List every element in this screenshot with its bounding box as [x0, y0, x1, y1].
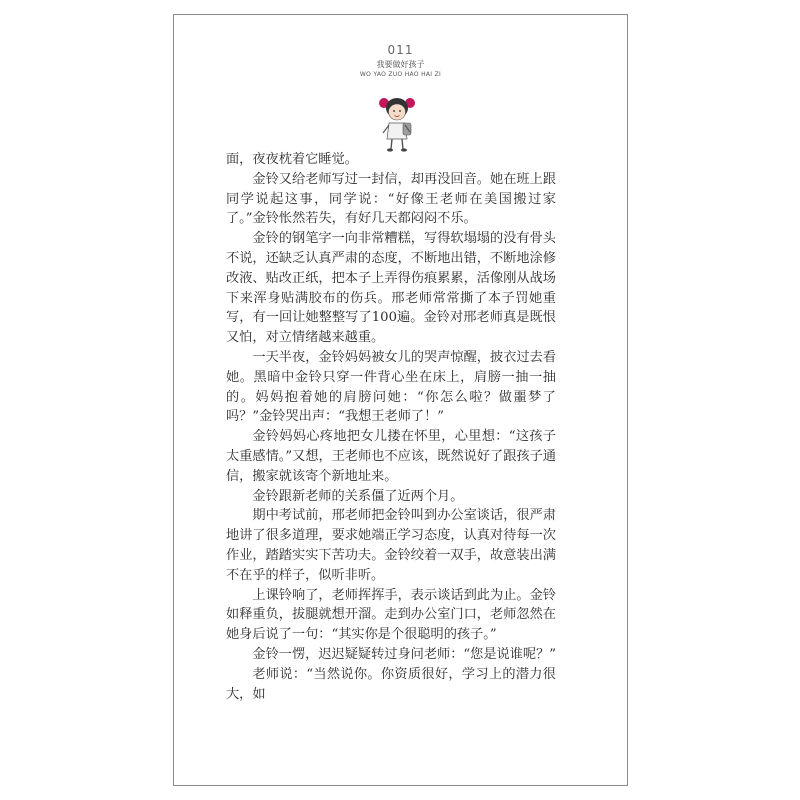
- body-text: [226, 150, 556, 704]
- girl-with-pigtails-icon: [372, 93, 422, 155]
- book-title-pinyin: WO YAO ZUO HAO HAI ZI: [359, 71, 442, 78]
- paragraph: 一天半夜，金铃妈妈被女儿的哭声惊醒，披衣过去看她。黑暗中金铃只穿一件背心坐在床上，肩膀一抽一抽的。妈妈抱着她的肩膀问她：“你怎么啦？做噩梦了吗？”金铃哭出声：“我想王老师了！”: [226, 349, 556, 425]
- page-header: [174, 43, 627, 79]
- paragraph: 上课铃响了，老师挥挥手，表示谈话到此为止。金铃如释重负，拔腿就想开溜。走到办公室门口，老师忽然在她身后说了一句：“其实你是个很聪明的孩子。”: [226, 587, 556, 643]
- paragraph: 金铃一愣，迟迟疑疑转过身问老师：“您是说谁呢？”: [252, 646, 556, 662]
- paragraph: 金铃妈妈心疼地把女儿搂在怀里，心里想：“这孩子太重感情。”又想，王老师也不应该，既然说好了跟孩子通信，搬家就该寄个新地址来。: [226, 429, 556, 484]
- paragraph: 金铃跟新老师的关系僵了近两个月。: [252, 488, 464, 504]
- book-title: 我要做好孩子: [376, 60, 425, 69]
- page-number: 011: [387, 43, 414, 57]
- paragraph: 金铃的钢笔字一向非常糟糕，写得软塌塌的没有骨头不说，还缺乏认真严肃的态度，不断地出错，不断地涂修改液、贴改正纸，把本子上弄得伤痕累累，活像刚从战场下来浑身贴满胶布的伤兵。邢老师常常撕了本子罚她重写，有一回让她整整写了100遍。金铃对邢老师真是既恨又怕，对立情绪越来越重。: [226, 231, 556, 346]
- paragraph: 期中考试前，邢老师把金铃叫到办公室谈话，很严肃地讲了很多道理，要求她端正学习态度，认真对待每一次作业，踏踏实实下苦功夫。金铃绞着一双手，故意装出满不在乎的样子，似听非听。: [226, 508, 556, 583]
- paragraph: 老师说：“当然说你。你资质很好，学习上的潜力很大，如: [226, 666, 556, 702]
- paragraph: 面，夜夜枕着它睡觉。: [226, 152, 358, 167]
- paragraph: 金铃又给老师写过一封信，却再没回音。她在班上跟同学说起这事，同学说：“好像王老师在美国搬过家了。”金铃怅然若失，有好几天都闷闷不乐。: [226, 171, 556, 227]
- book-page: [173, 14, 628, 786]
